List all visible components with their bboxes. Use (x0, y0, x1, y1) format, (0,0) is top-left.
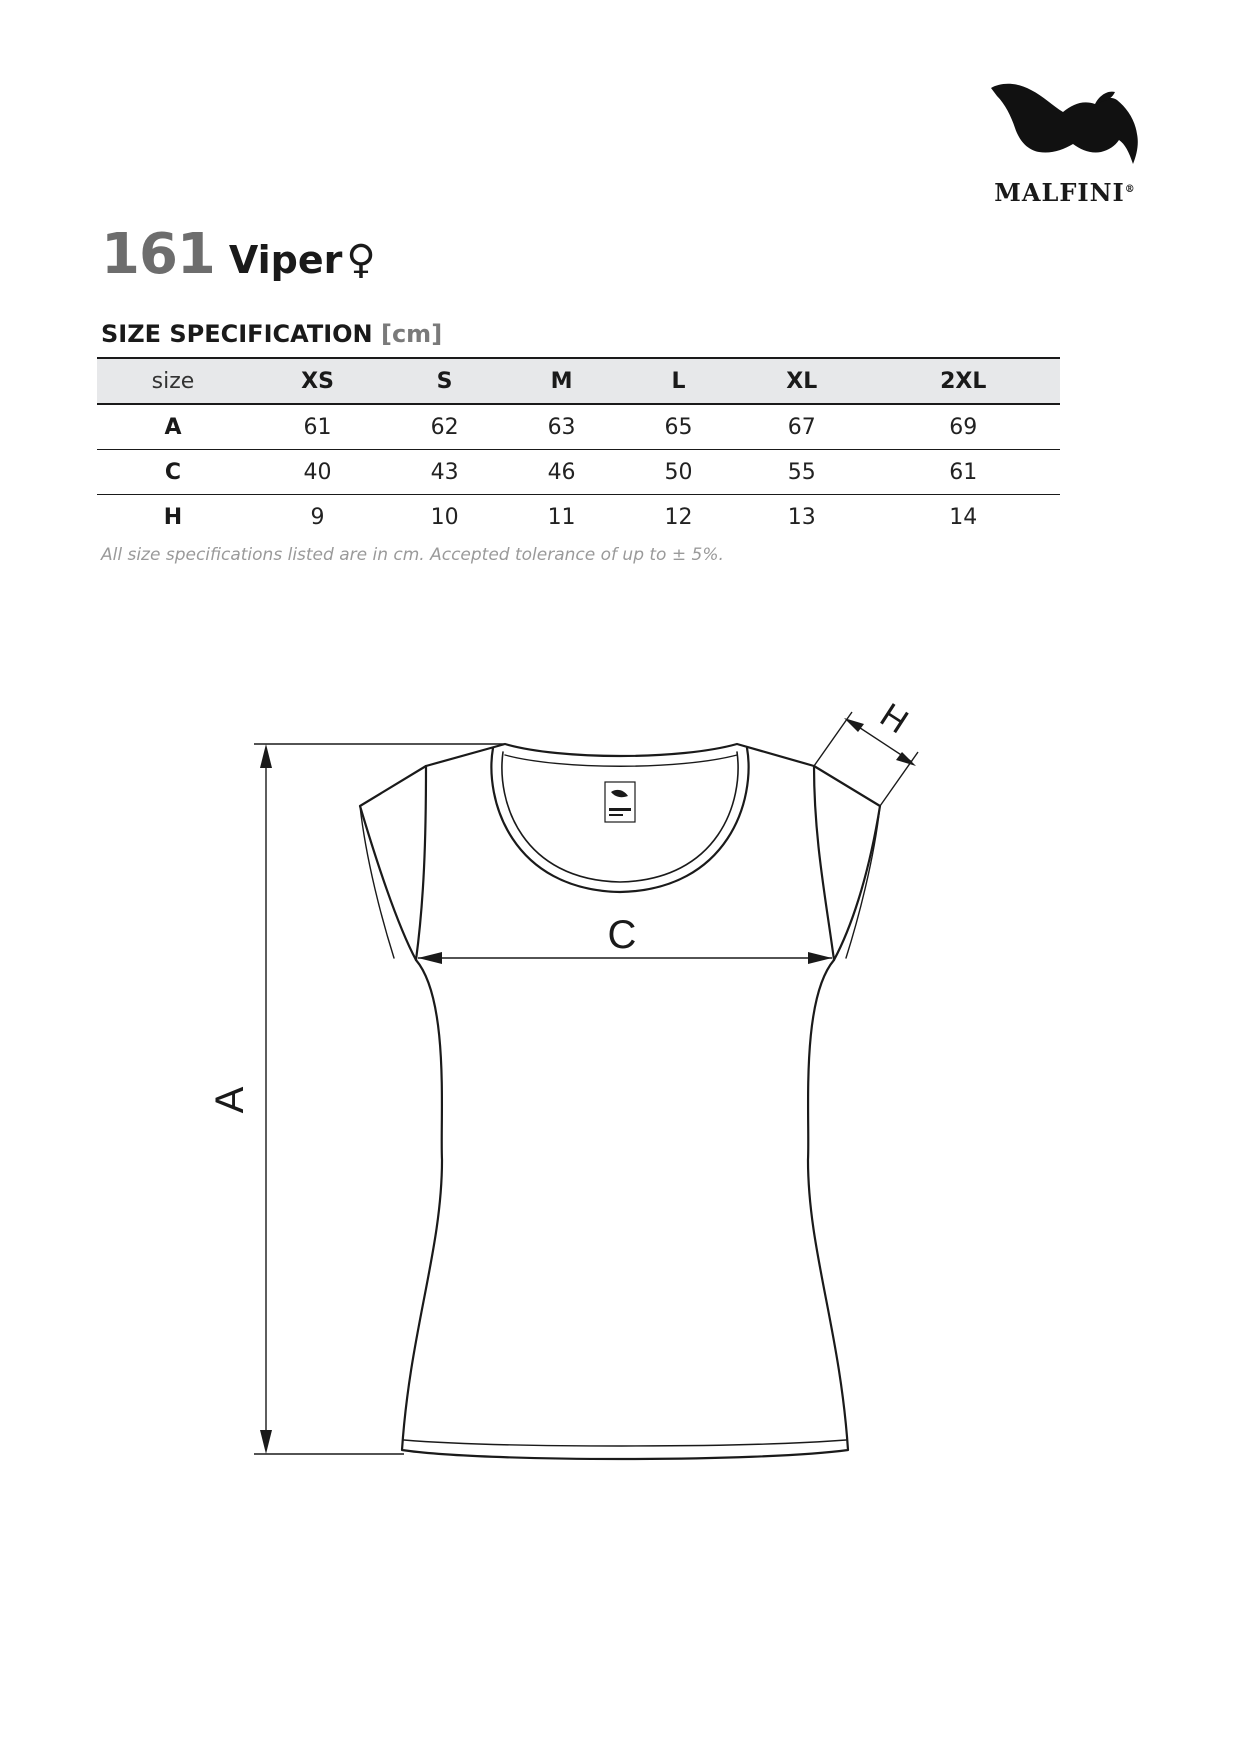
brand-name-text: MALFINI (994, 178, 1125, 207)
row-label: H (163, 504, 183, 530)
table-cell: 11 (547, 504, 576, 530)
dimension-a-label: A (208, 1086, 252, 1114)
product-number: 161 (101, 222, 215, 287)
table-cell: 43 (430, 459, 459, 485)
female-symbol-icon: ♀ (346, 237, 376, 283)
size-header-2xl: 2XL (940, 368, 987, 394)
dimension-h-label: H (873, 696, 915, 742)
table-cell: 14 (949, 504, 978, 530)
size-header-s: S (436, 368, 453, 394)
row-label: C (164, 459, 182, 485)
table-cell: 10 (430, 504, 459, 530)
table-cell: 55 (787, 459, 816, 485)
table-cell: 69 (949, 414, 978, 440)
size-spec-unit: [cm] (380, 320, 443, 348)
dimension-a (254, 744, 505, 1454)
bottom-hem (404, 1440, 846, 1446)
table-cell: 40 (303, 459, 332, 485)
table-cell: 12 (664, 504, 693, 530)
right-sleeve-seam (814, 766, 834, 960)
table-cell: 63 (547, 414, 576, 440)
row-label: A (164, 414, 182, 440)
size-header-m: M (550, 368, 573, 394)
size-header-xl: XL (786, 368, 818, 394)
table-cell: 9 (310, 504, 325, 530)
size-header-xs: XS (301, 368, 334, 394)
size-column-label: size (151, 368, 195, 394)
tshirt-outline (360, 744, 880, 1459)
size-header-l: L (671, 368, 686, 394)
table-cell: 13 (787, 504, 816, 530)
tolerance-note: All size specifications listed are in cm. Accepted tolerance of up to ± 5%. (101, 545, 724, 565)
product-name: Viper (228, 238, 343, 282)
table-cell: 46 (547, 459, 576, 485)
table-cell: 61 (949, 459, 978, 485)
registered-mark: ® (1124, 184, 1136, 195)
table-cell: 67 (787, 414, 816, 440)
table-cell: 50 (664, 459, 693, 485)
size-spec-heading-text: SIZE SPECIFICATION (101, 320, 373, 348)
table-cell: 65 (664, 414, 693, 440)
table-cell: 62 (430, 414, 459, 440)
dimension-c-label: C (607, 913, 637, 957)
neck-label (605, 782, 635, 822)
left-sleeve-seam (416, 766, 426, 960)
left-sleeve-hem (360, 806, 394, 958)
table-cell: 61 (303, 414, 332, 440)
